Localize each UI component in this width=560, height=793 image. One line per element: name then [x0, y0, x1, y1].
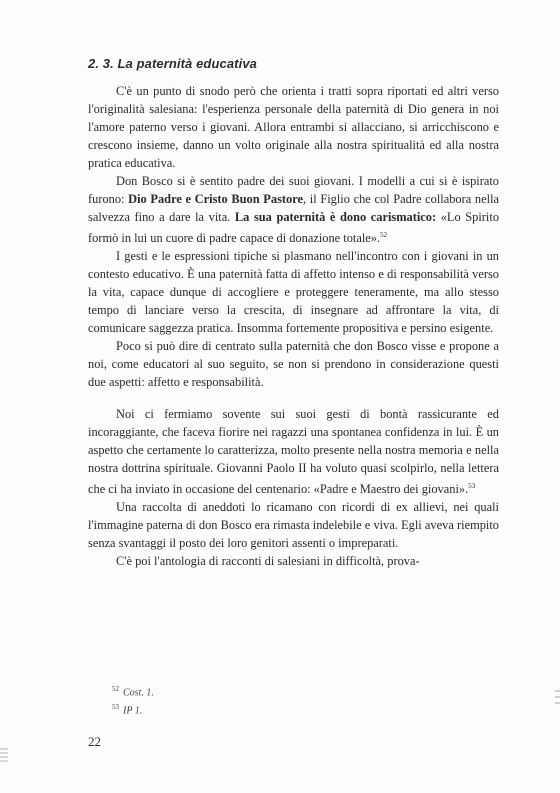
page-edge-mark — [555, 702, 560, 704]
section-heading: 2. 3. La paternità educativa — [88, 56, 257, 71]
page-edge-mark — [555, 696, 560, 698]
page-number: 22 — [88, 734, 101, 749]
paragraph-2-bold-1: Dio Padre e Cristo Buon Pastore — [128, 192, 303, 206]
footnote-ref-53: 53 — [468, 482, 476, 491]
footnote-52-text: Cost. 1. — [123, 687, 154, 699]
footnote-53: $^{53}$ IP 1. — [112, 703, 143, 717]
paragraph-2-bold-2: La sua paternità è dono carismatico: — [234, 210, 437, 224]
paragraph-6: Una raccolta di aneddoti lo ricamano con ricordi di ex allievi, nei quali l'immagine paterna di don Bosco era rimasta indelebile e viva. Egli aveva riempito senza svantaggi il posto dei loro genitori assenti o impreparati. — [88, 500, 499, 551]
page-edge-mark-left — [0, 746, 8, 762]
paragraph-4: Poco si può dire di centrato sulla paternità che don Bosco visse e propone a noi, come educatori al suo seguito, se non si prendono in considerazione questi due aspetti: affetto e responsabilità. — [88, 339, 499, 390]
footnotes — [112, 682, 154, 719]
paragraph-7: C'è poi l'antologia di racconti di salesiani in difficoltà, prova- — [116, 554, 420, 569]
footnote-53-text: IP 1. — [123, 705, 143, 717]
paragraph-2-part-c: , il Figlio che col Padre collabora nella salvezza fino a dare la vita. — [88, 192, 500, 224]
paragraph-5 — [88, 405, 499, 498]
paragraph-3: I gesti e le espressioni tipiche si plasmano nell'incontro con i giovani in un contesto educativo. È una paternità fatta di affetto intenso e di responsabilità verso la vita, capace dunque di accogliere e proteggere teneramente, ma allo stesso tempo di lanciare verso la crescita, di insegnare ad affrontare la vita, di comunicare saggezza pratica. Insomma fortemente propositiva e persino esigente. — [88, 249, 499, 336]
paragraph-2-part-d: «Lo Spirito formò in lui un cuore di padre capace di donazione totale». — [88, 210, 500, 246]
footnote-ref-52: 52 — [380, 231, 388, 239]
paragraph-5-text: Noi ci fermiamo sovente sui suoi gesti di bontà rassicurante ed incoraggiante, che faceva fiorire nei ragazzi una spontanea confidenza in lui. È un aspetto che certamente lo caratterizza, molto presente nella nostra memoria e nella nostra dottrina spirituale. Giovanni Paolo II ha voluto quasi scolpirlo, nella lettera che ci ha inviato in occasione del centenario: «Padre e Maestro dei giovani». — [88, 407, 499, 497]
body-text — [88, 82, 499, 570]
page-edge-mark — [555, 690, 560, 692]
footnote-52: $^{52}$ Cost. 1. — [112, 685, 154, 699]
paragraph-2 — [88, 172, 499, 247]
paragraph-2-part-a: Don Bosco si è sentito padre dei suoi giovani. I modelli a cui si è ispirato furono: — [88, 174, 499, 206]
paragraph-1: C'è un punto di snodo però che orienta i tratti sopra riportati ed altri verso l'originalità salesiana: l'esperienza personale della paternità di Dio genera in noi l'amore paterno verso i giovani. Allora entrambi si allacciano, si arricchiscono e crescono insieme, danno un volto originale alla nostra spiritualità ed alla nostra pratica educativa. — [88, 84, 499, 170]
